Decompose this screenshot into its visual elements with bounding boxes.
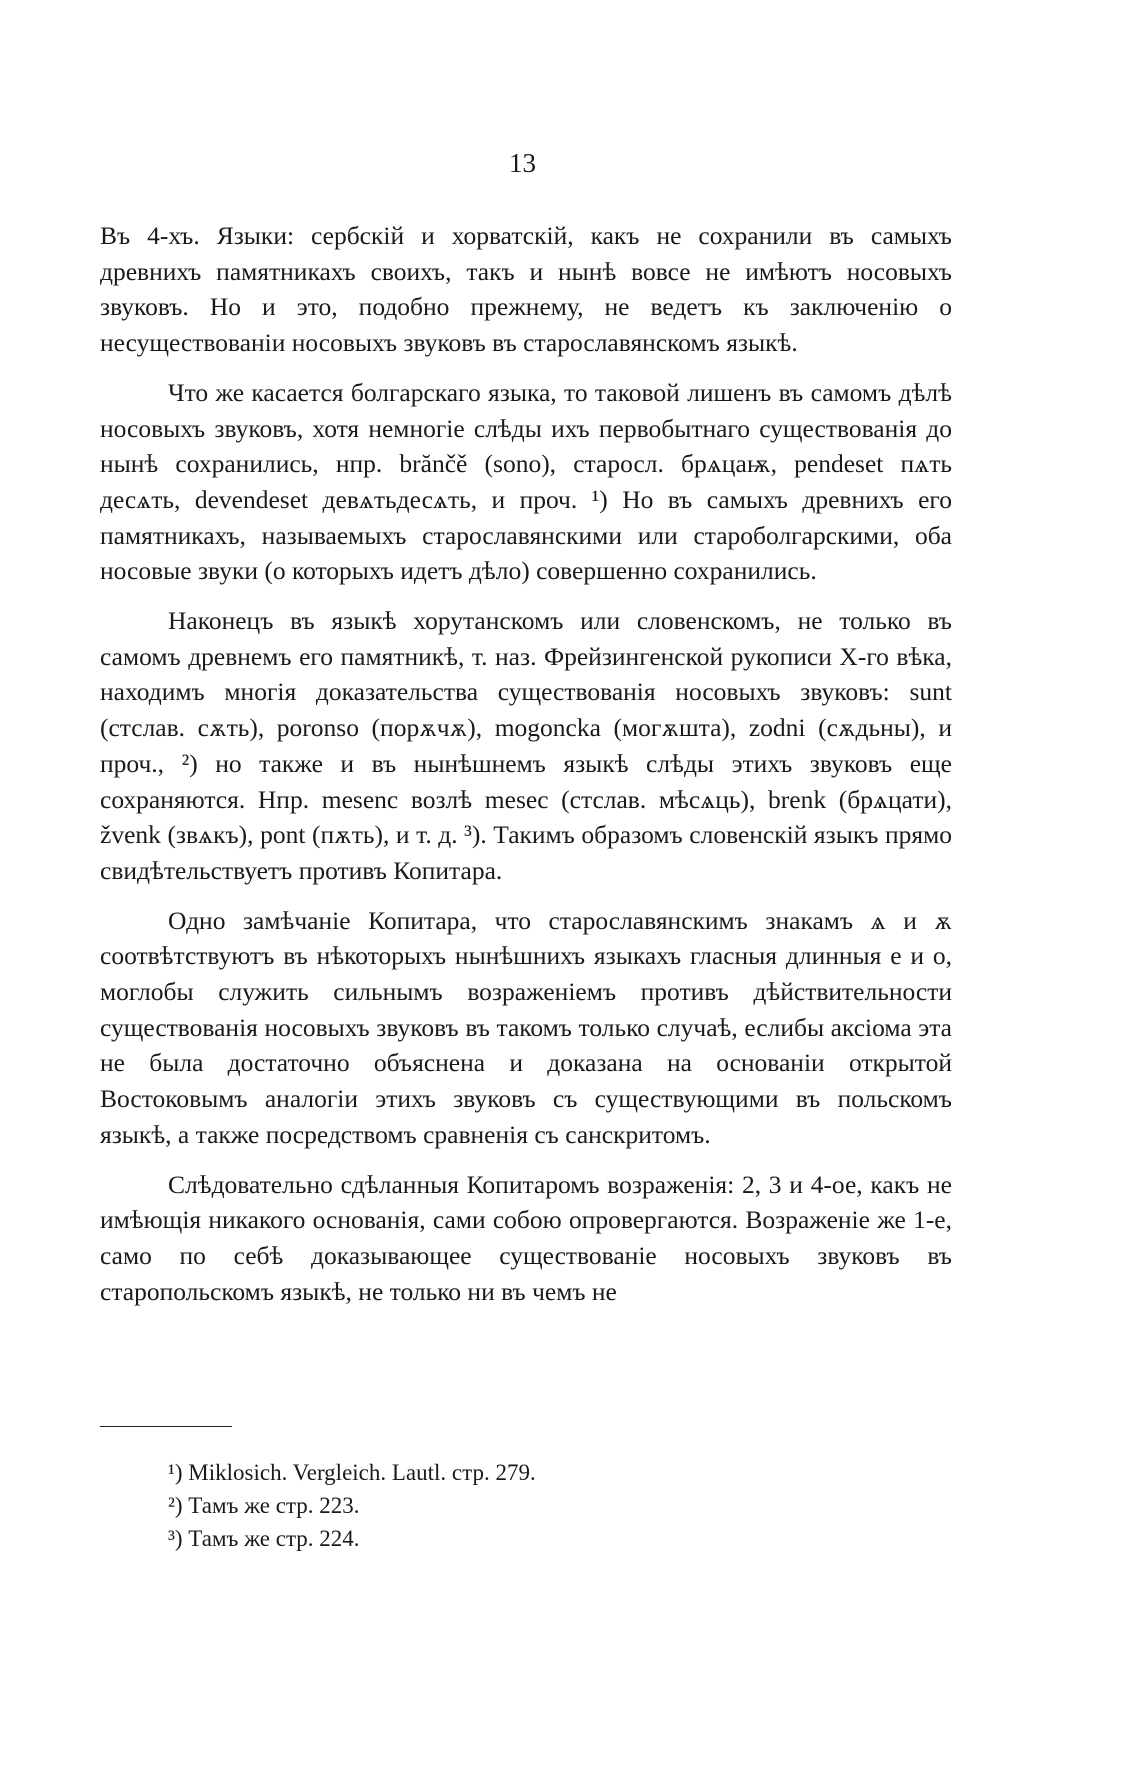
footnotes (168, 1456, 868, 1555)
footnote: ²) Тамъ же стр. 223. (168, 1493, 360, 1518)
footnote: ³) Тамъ же стр. 224. (168, 1526, 360, 1551)
footnote-separator (100, 1426, 232, 1427)
page-number: 13 (509, 148, 536, 178)
paragraph: Наконецъ въ языкѣ хорутанскомъ или словенскомъ, не только въ самомъ древнемъ его памятникѣ, т. наз. Фрейзингенской рукописи X-го вѣка, находимъ многія доказательства существованія носовыхъ звуковъ: sunt (стслав. сѫть), poronso (порѫчѫ), mogoncka (могѫшта), zodni (сѫдьны), и проч., ²) но также и въ нынѣшнемъ языкѣ слѣды этихъ звуковъ еще сохраняются. Нпр. mesenc возлѣ mesec (стслав. мѣсѧць), brenk (брѧцати), žvenk (звѧкъ), pont (пѫть), и т. д. ³). Такимъ образомъ словенскій языкъ прямо свидѣтельствуетъ противъ Копитара. (100, 606, 952, 885)
footnote: ¹) Miklosich. Vergleich. Lautl. стр. 279. (168, 1460, 536, 1485)
paragraph: Въ 4-хъ. Языки: сербскій и хорватскій, какъ не сохранили въ самыхъ древнихъ памятникахъ своихъ, такъ и нынѣ вовсе не имѣютъ носовыхъ звуковъ. Но и это, подобно прежнему, не ведетъ къ заключенію о несуществованіи носовыхъ звуковъ въ старославянскомъ языкѣ. (100, 221, 952, 358)
paragraph: Одно замѣчаніе Копитара, что старославянскимъ знакамъ ѧ и ѫ соотвѣтствуютъ въ нѣкоторыхъ нынѣшнихъ языкахъ гласныя длинныя е и о, моглобы служить сильнымъ возраженіемъ противъ дѣйствительности существованія носовыхъ звуковъ въ такомъ только случаѣ, еслибы аксіома эта не была достаточно объяснена и доказана на основаніи открытой Востоковымъ аналогіи этихъ звуковъ съ существующими въ польскомъ языкѣ, а также посредствомъ сравненія съ санскритомъ. (100, 905, 952, 1149)
paragraph: Что же касается болгарскаго языка, то таковой лишенъ въ самомъ дѣлѣ носовыхъ звуковъ, хотя немногіе слѣды ихъ первобытнаго существованія до нынѣ сохранились, нпр. brănčě (sono), старосл. брѧцаѭ, pendeset пѧть десѧть, devendeset девѧтьдесѧть, и проч. ¹) Но въ самыхъ древнихъ его памятникахъ, называемыхъ старославянскими или староболгарскими, оба носовые звуки (о которыхъ идетъ дѣло) совершенно сохранились. (100, 377, 952, 586)
body-text (100, 218, 952, 1323)
paragraph: Слѣдовательно сдѣланныя Копитаромъ возраженія: 2, 3 и 4-ое, какъ не имѣющія никакого основанія, сами собою опровергаются. Возраженіе же 1-е, само по себѣ доказывающее существованіе носовыхъ звуковъ въ старопольскомъ языкѣ, не только ни въ чемъ не (100, 1169, 952, 1306)
